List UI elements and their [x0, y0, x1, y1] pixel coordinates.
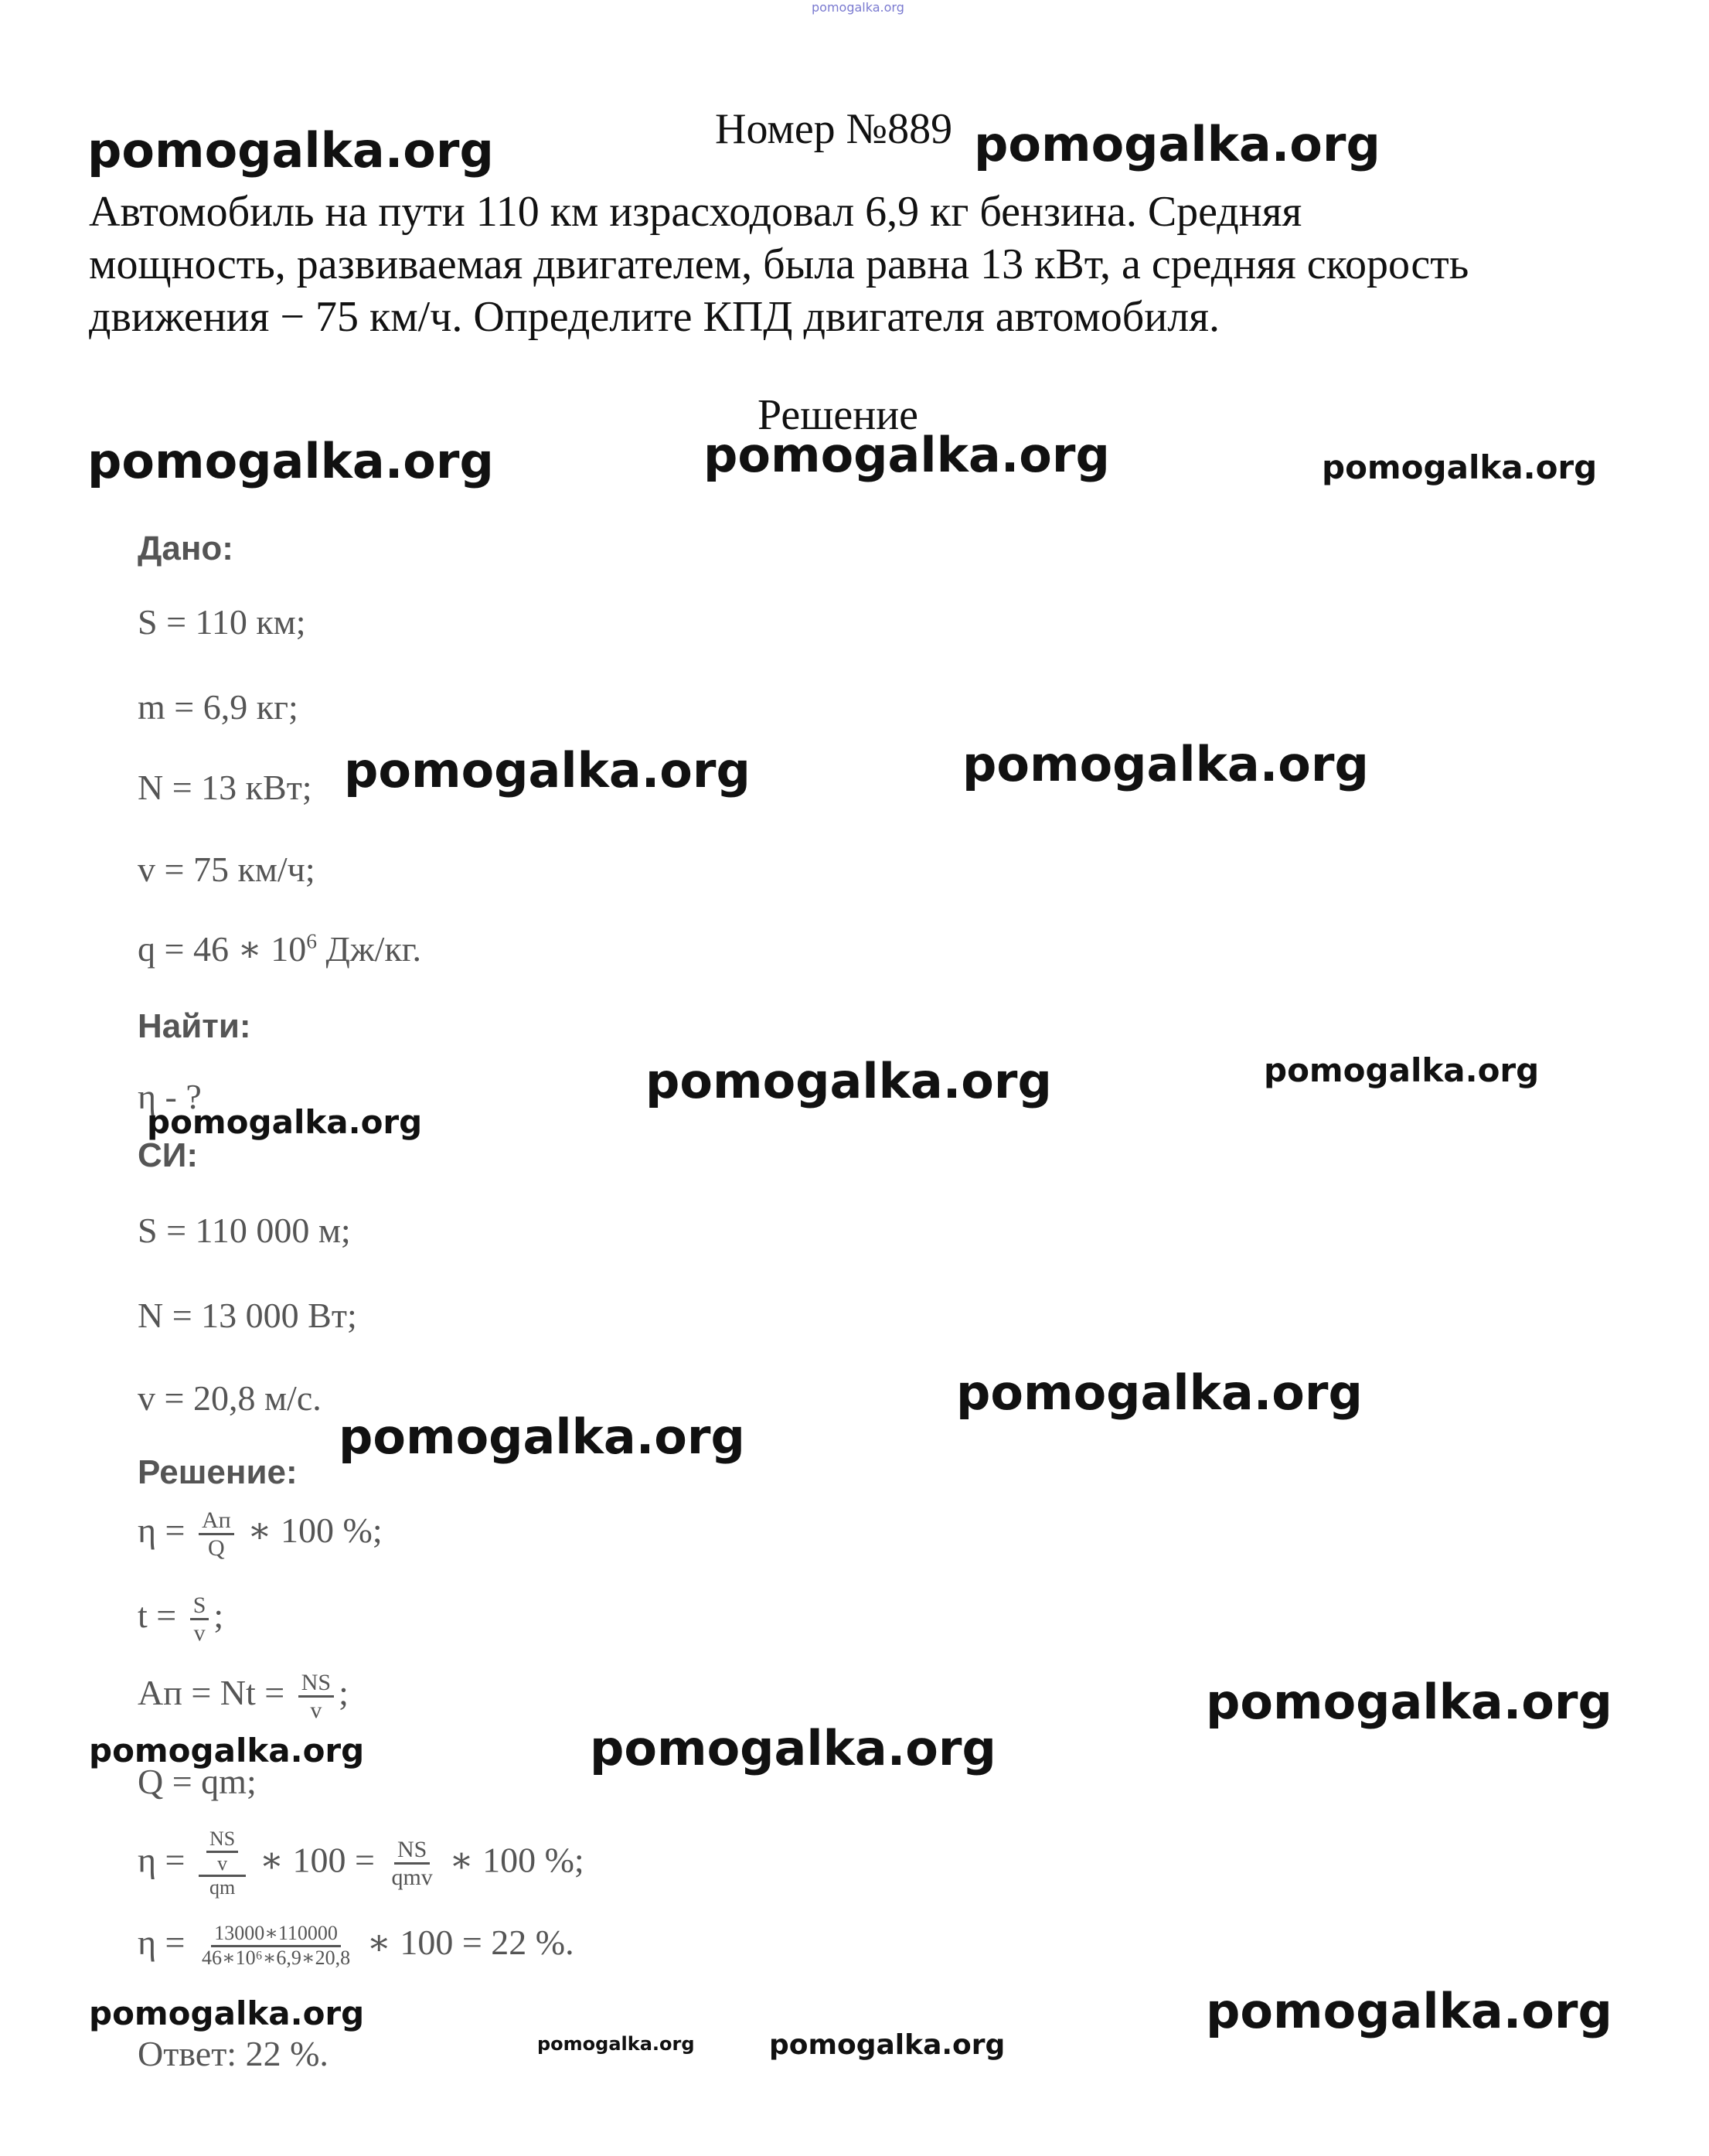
- formula-part: η =: [138, 1511, 194, 1551]
- given-n: N = 13 кВт;: [138, 768, 312, 807]
- page-title: Номер №889: [715, 105, 953, 153]
- given-heading: Дано:: [138, 530, 233, 567]
- watermark: pomogalka.org: [769, 2029, 1006, 2061]
- problem-line: движения − 75 км/ч. Определите КПД двигателя автомобиля.: [89, 293, 1220, 341]
- watermark: pomogalka.org: [703, 427, 1110, 483]
- problem-line: мощность, развиваемая двигателем, была равна 13 кВт, а средняя скорость: [89, 240, 1469, 288]
- watermark: pomogalka.org: [1264, 1051, 1540, 1089]
- si-v: v = 20,8 м/с.: [138, 1378, 322, 1418]
- si-n: N = 13 000 Вт;: [138, 1296, 357, 1335]
- numerator: S: [190, 1592, 209, 1620]
- fraction: [298, 1670, 334, 1723]
- denominator: v: [193, 1620, 206, 1646]
- watermark: pomogalka.org: [87, 433, 494, 489]
- formula-part: ;: [213, 1596, 224, 1636]
- watermark: pomogalka.org: [89, 1732, 365, 1769]
- given-q-base: q = 46 ∗ 10: [138, 929, 307, 969]
- given-m: m = 6,9 кг;: [138, 687, 298, 727]
- formula-time: [138, 1592, 223, 1646]
- watermark: pomogalka.org: [956, 1364, 1363, 1421]
- given-q-exp: 6: [306, 928, 318, 953]
- denominator: qm: [209, 1876, 236, 1899]
- numerator: Aп: [199, 1507, 234, 1535]
- find-heading: Найти:: [138, 1007, 251, 1045]
- si-heading: СИ:: [138, 1136, 199, 1174]
- solution-heading: Решение:: [138, 1453, 298, 1491]
- solution-header: Решение: [757, 391, 919, 439]
- watermark: pomogalka.org: [1206, 1983, 1612, 2039]
- watermark: pomogalka.org: [1322, 448, 1598, 486]
- formula-part: Aп = Nt =: [138, 1673, 294, 1713]
- numerator: NS: [394, 1837, 430, 1865]
- numerator: 13000∗110000: [211, 1923, 341, 1947]
- watermark: pomogalka.org: [962, 736, 1369, 792]
- formula-efficiency: [138, 1507, 383, 1561]
- watermark: pomogalka.org: [537, 2033, 695, 2055]
- formula-part: η =: [138, 1840, 194, 1880]
- watermark: pomogalka.org: [147, 1103, 423, 1141]
- fraction: [388, 1837, 435, 1890]
- denominator: v: [310, 1698, 322, 1723]
- watermark: pomogalka.org: [645, 1053, 1052, 1109]
- problem-line: Автомобиль на пути 110 км израсходовал 6,9 кг бензина. Средняя: [89, 188, 1302, 236]
- watermark: pomogalka.org: [1206, 1674, 1612, 1730]
- top-watermark: pomogalka.org: [812, 0, 904, 15]
- formula-part: ∗ 100 = 22 %.: [358, 1923, 574, 1962]
- formula-part: t =: [138, 1596, 186, 1636]
- watermark: pomogalka.org: [344, 742, 751, 799]
- denominator: 46∗10⁶∗6,9∗20,8: [202, 1946, 351, 1969]
- si-s: S = 110 000 м;: [138, 1211, 351, 1250]
- watermark: pomogalka.org: [339, 1408, 745, 1465]
- numerator: NS: [298, 1670, 334, 1698]
- find-eta: η - ?: [138, 1077, 202, 1116]
- fraction: [199, 1923, 353, 1969]
- fraction: [206, 1828, 238, 1875]
- formula-part: ∗ 100 %;: [238, 1511, 383, 1551]
- formula-efficiency-expanded: [138, 1828, 584, 1899]
- formula-calculation: [138, 1921, 574, 1970]
- denominator: v: [217, 1851, 228, 1875]
- problem-statement: [89, 186, 1635, 343]
- formula-heat: Q = qm;: [138, 1762, 257, 1801]
- watermark: pomogalka.org: [590, 1720, 996, 1776]
- fraction: [199, 1507, 234, 1561]
- answer: Ответ: 22 %.: [138, 2034, 329, 2073]
- numerator: NS: [206, 1828, 238, 1853]
- formula-part: ;: [339, 1673, 349, 1713]
- fraction: [199, 1828, 246, 1899]
- watermark: pomogalka.org: [89, 1994, 365, 2032]
- fraction: [190, 1592, 209, 1646]
- given-q: [138, 928, 421, 969]
- denominator: Q: [208, 1535, 225, 1561]
- given-q-unit: Дж/кг.: [317, 929, 421, 969]
- formula-work: [138, 1670, 349, 1723]
- given-s: S = 110 км;: [138, 602, 306, 642]
- formula-part: ∗ 100 =: [250, 1840, 384, 1880]
- numerator: [199, 1828, 246, 1877]
- watermark: pomogalka.org: [974, 116, 1380, 172]
- formula-part: η =: [138, 1923, 194, 1962]
- given-v: v = 75 км/ч;: [138, 850, 315, 889]
- watermark: pomogalka.org: [87, 122, 494, 179]
- formula-part: ∗ 100 %;: [440, 1840, 584, 1880]
- denominator: qmv: [391, 1865, 433, 1891]
